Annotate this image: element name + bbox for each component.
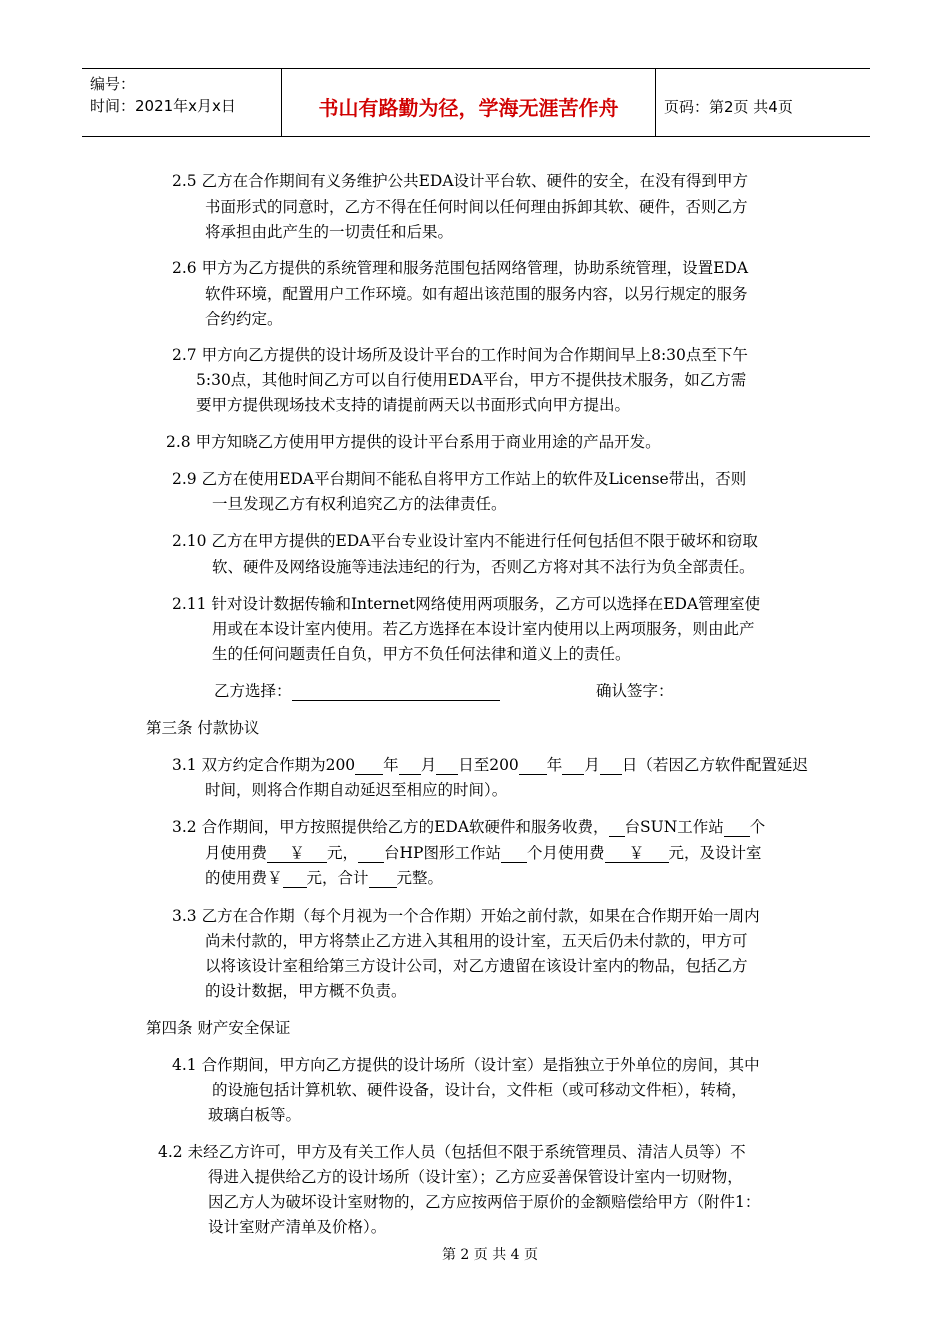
clause-4-2-line-3: 因乙方人为破坏设计室财物的，乙方应按两倍于原价的金额赔偿给甲方（附件1： [208,1193,761,1211]
party-b-choice-field[interactable] [292,682,500,701]
clause-2-10-line-1: 2.10 乙方在甲方提供的EDA平台专业设计室内不能进行任何包括但不限于破坏和窃取 [172,532,758,550]
clause-4-2-line-1: 4.2 未经乙方许可，甲方及有关工作人员（包括但不限于系统管理员、清洁人员等）不 [158,1143,746,1161]
clause-2-9-line-2: 一旦发现乙方有权利追究乙方的法律责任。 [212,495,507,513]
hp-months-field[interactable] [501,844,527,863]
clause-2-6-line-3: 合约约定。 [205,310,283,328]
start-year-field[interactable] [355,756,383,775]
clause-2-11-line-1: 2.11 针对设计数据传输和Internet网络使用两项服务，乙方可以选择在EDA管理室使 [172,595,761,613]
clause-2-8-line-1: 2.8 甲方知晓乙方使用甲方提供的设计平台系用于商业用途的产品开发。 [166,433,661,451]
clause-4-2-line-4: 设计室财产清单及价格）。 [208,1218,387,1236]
clause-4-1-line-1: 4.1 合作期间，甲方向乙方提供的设计场所（设计室）是指独立于外单位的房间，其中 [172,1056,760,1074]
clause-2-5-line-2: 书面形式的同意时，乙方不得在任何时间以任何理由拆卸其软、硬件，否则乙方 [205,198,748,216]
header-page-info: 页码：第2页 共4页 [664,98,793,116]
clause-3-3-line-3: 以将该设计室租给第三方设计公司，对乙方遗留在该设计室内的物品，包括乙方 [205,957,748,975]
clause-4-1-line-2: 的设施包括计算机软、硬件设备，设计台，文件柜（或可移动文件柜），转椅， [212,1081,747,1099]
clause-4-2-line-2: 得进入提供给乙方的设计场所（设计室）；乙方应妥善保管设计室内一切财物， [208,1168,743,1186]
clause-3-2-line-3: 的使用费￥ 元，合计 元整。 [205,869,444,887]
sun-monthly-fee-field[interactable]: ￥ [267,844,327,863]
clause-2-11-line-3: 生的任何问题责任自负，甲方不负任何法律和道义上的责任。 [212,645,631,663]
clause-3-3-line-4: 的设计数据，甲方概不负责。 [205,982,407,1000]
clause-3-3-line-1: 3.3 乙方在合作期（每个月视为一个合作期）开始之前付款，如果在合作期开始一周内 [172,907,760,925]
sun-station-count-field[interactable] [609,818,625,837]
end-year-field[interactable] [519,756,547,775]
clause-3-1-line-1: 3.1 双方约定合作期为200 年 月 日至200 年 月 日（若因乙方软件配置延迟 [172,756,808,774]
clause-2-7-line-2: 5:30点，其他时间乙方可以自行使用EDA平台，甲方不提供技术服务，如乙方需 [196,371,747,389]
clause-2-6-line-2: 软件环境，配置用户工作环境。如有超出该范围的服务内容，以另行规定的服务 [205,285,748,303]
hp-station-count-field[interactable] [358,844,384,863]
clause-2-7-line-3: 要甲方提供现场技术支持的请提前两天以书面形式向甲方提出。 [196,396,631,414]
party-b-choice [214,680,500,702]
page-footer: 第 2 页 共 4 页 [441,1247,539,1263]
clause-2-11-line-2: 用或在本设计室内使用。若乙方选择在本设计室内使用以上两项服务，则由此产 [212,620,755,638]
end-day-field[interactable] [600,756,622,775]
clause-3-2-line-2: 月使用费 ￥ 元， 台HP图形工作站 个月使用费 ￥ 元，及设计室 [205,844,762,862]
clause-2-10-line-2: 软、硬件及网络设施等违法违纪的行为，否则乙方将对其不法行为负全部责任。 [212,558,755,576]
confirm-signature-label: 确认签字： [596,682,674,700]
clause-3-1-line-2: 时间，则将合作期自动延迟至相应的时间）。 [205,781,508,799]
clause-2-7-line-1: 2.7 甲方向乙方提供的设计场所及设计平台的工作时间为合作期间早上8:30点至下午 [172,346,748,364]
article-4-title: 第四条 财产安全保证 [146,1019,291,1037]
clause-3-2-line-1: 3.2 合作期间，甲方按照提供给乙方的EDA软硬件和服务收费， 台SUN工作站 个 [172,818,766,836]
sun-months-field[interactable] [724,818,750,837]
header-motto: 书山有路勤为径，学海无涯苦作舟 [282,69,656,136]
clause-2-9-line-1: 2.9 乙方在使用EDA平台期间不能私自将甲方工作站上的软件及License带出，否则 [172,470,747,488]
party-b-choice-label: 乙方选择： [214,682,292,700]
clause-3-3-line-2: 尚未付款的，甲方将禁止乙方进入其租用的设计室，五天后仍未付款的，甲方可 [205,932,748,950]
end-month-field[interactable] [562,756,584,775]
room-fee-field[interactable] [283,869,307,888]
clause-4-1-line-3: 玻璃白板等。 [208,1106,302,1124]
page-header [82,68,870,137]
document-number-label: 编号： [90,75,136,93]
header-meta [82,69,282,136]
clause-2-5-line-3: 将承担由此产生的一切责任和后果。 [205,223,454,241]
clause-2-5-line-1: 2.5 乙方在合作期间有义务维护公共EDA设计平台软、硬件的安全，在没有得到甲方 [172,172,749,190]
start-month-field[interactable] [399,756,421,775]
article-3-title: 第三条 付款协议 [146,719,260,737]
start-day-field[interactable] [436,756,458,775]
total-fee-field[interactable] [369,869,397,888]
document-date: 时间：2021年x月x日 [90,97,236,115]
clause-2-6-line-1: 2.6 甲方为乙方提供的系统管理和服务范围包括网络管理，协助系统管理，设置EDA [172,259,749,277]
hp-monthly-fee-field[interactable]: ￥ [605,844,669,863]
